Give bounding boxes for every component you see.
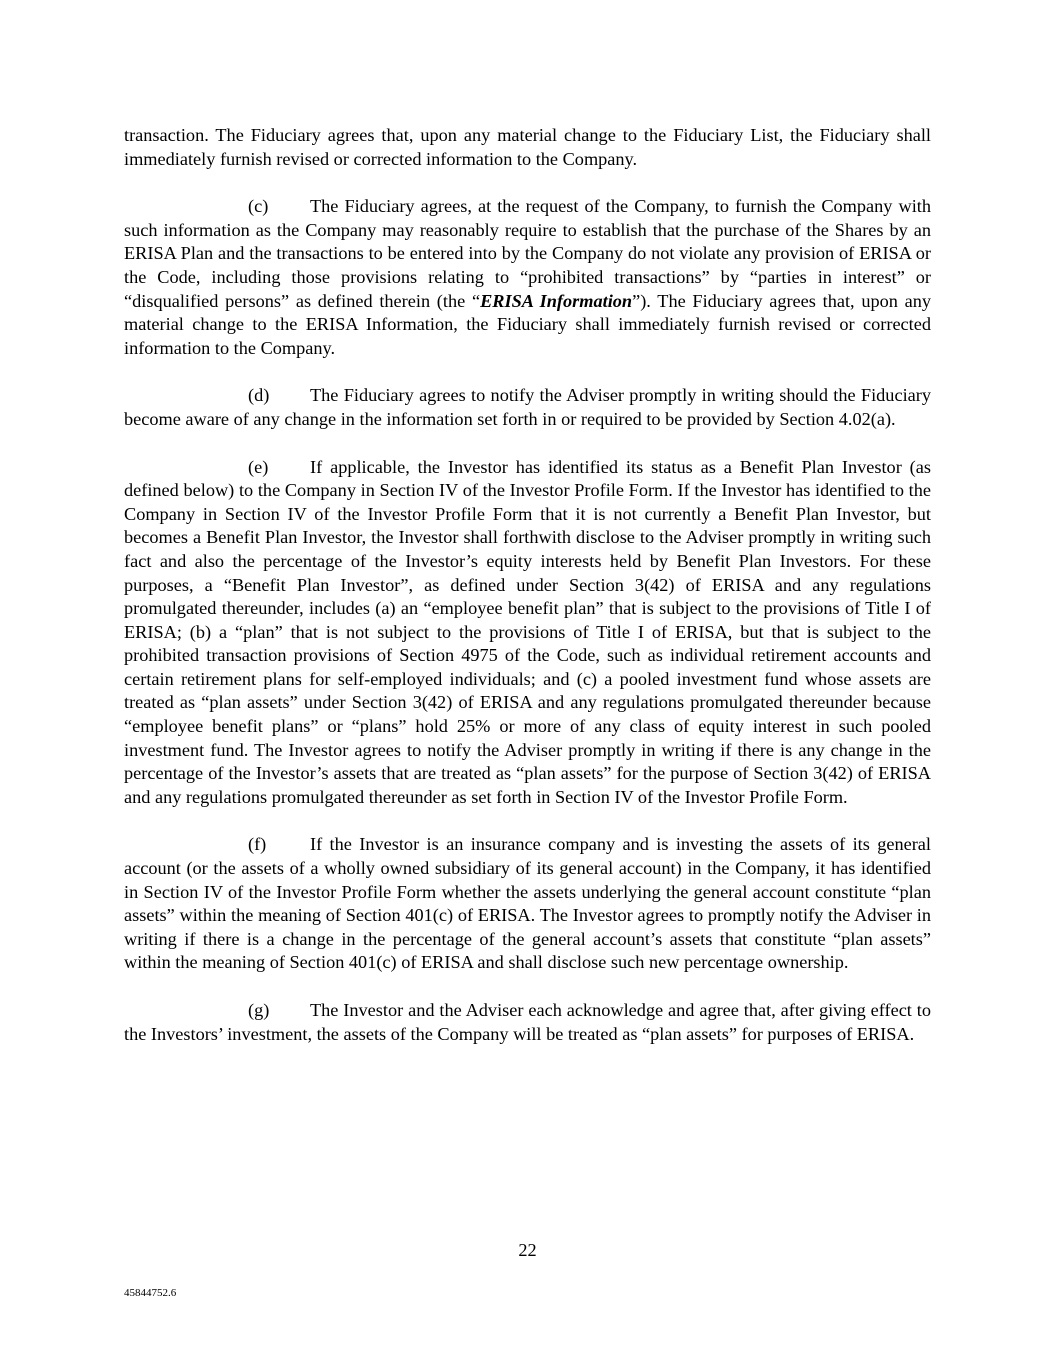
page-number: 22	[518, 1240, 537, 1260]
paragraph-g-label: (g)	[248, 1000, 270, 1020]
paragraph-f-label: (f)	[248, 834, 267, 855]
defined-term-erisa-information: ERISA Information	[480, 290, 633, 311]
paragraph-e-text: If applicable, the Investor has identified its status as a Benefit Plan Investor (as defined below) to the Company in Section IV of the Investor Profile Form. If the Investor has identified to the Company in Section IV of the Investor Profile Form that it is not currently a Benefit Plan Investor, but becomes a Benefit Plan Investor, the Investor shall forthwith disclose to the Adviser promptly in writing such fact and also the percentage of the Investor’s equity interests held by Benefit Plan Investors. For these purposes, a “Benefit Plan Investor”, as defined under Section 3(42) of ERISA and any regulations promulgated thereunder, includes (a) an “employee benefit plan” that is subject to the provisions of Title I of ERISA; (b) a “plan” that is not subject to the provisions of Title I of ERISA, but that is subject to the prohibited transaction provisions of Section 4975 of the Code, such as individual retirement accounts and certain retirement plans for self-employed individuals; and (c) a pooled investment fund whose assets are treated as “plan assets” under Section 3(42) of ERISA and any regulations promulgated thereunder because “employee benefit plans” or “plans” hold 25% or more of any class of equity interest in such pooled investment fund. The Investor agrees to notify the Adviser promptly in writing if there is any change in the percentage of the Investor’s assets that are treated as “plan assets” for the purpose of Section 3(42) of ERISA and any regulations promulgated thereunder as set forth in Section IV of the Investor Profile Form.	[124, 456, 931, 807]
paragraph-e	[124, 456, 931, 810]
paragraph-d-text: The Fiduciary agrees to notify the Adviser promptly in writing should the Fiduciary become aware of any change in the information set forth in or required to be provided by Section 4.02(a).	[124, 385, 931, 429]
paragraph-f	[124, 833, 931, 975]
document-id: 45844752.6	[124, 1287, 177, 1299]
document-page	[124, 124, 931, 1070]
paragraph-c	[124, 195, 931, 360]
paragraph-g-text: The Investor and the Adviser each acknowledge and agree that, after giving effect to the Investors’ investment, the assets of the Company will be treated as “plan assets” for purposes of ERISA.	[124, 1000, 931, 1044]
paragraph-f-text: If the Investor is an insurance company and is investing the assets of its general account (or the assets of a wholly owned subsidiary of its general account) in the Company, it has identified in Section IV of the Investor Profile Form whether the assets underlying the general account constitute “plan assets” within the meaning of Section 401(c) of ERISA. The Investor agrees to promptly notify the Adviser in writing if there is a change in the percentage of the general account’s assets that constitute “plan assets” within the meaning of Section 401(c) of ERISA and shall disclose such new percentage ownership.	[124, 834, 931, 973]
paragraph-g	[124, 999, 931, 1046]
paragraph-continuation-text: transaction. The Fiduciary agrees that, upon any material change to the Fiduciary List, the Fiduciary shall immediately furnish revised or corrected information to the Company.	[124, 125, 931, 169]
paragraph-e-label: (e)	[248, 456, 269, 477]
paragraph-d	[124, 384, 931, 431]
paragraph-d-label: (d)	[248, 385, 270, 406]
paragraph-c-text-before: The Fiduciary agrees, at the request of the Company, to furnish the Company with such information as the Company may reasonably require to establish that the purchase of the Shares by an ERISA Plan and the transactions to be entered into by the Company do not violate any provision of ERISA or the Code, including those provisions relating to “prohibited transactions” by “parties in interest” or “disqualified persons” as defined therein (the “	[124, 196, 931, 311]
paragraph-c-text-after: ”). The Fiduciary agrees that, upon any material change to the ERISA Information, the Fiduciary shall immediately furnish revised or corrected information to the Company.	[124, 290, 931, 358]
paragraph-continuation	[124, 124, 931, 171]
paragraph-c-label: (c)	[248, 196, 269, 217]
